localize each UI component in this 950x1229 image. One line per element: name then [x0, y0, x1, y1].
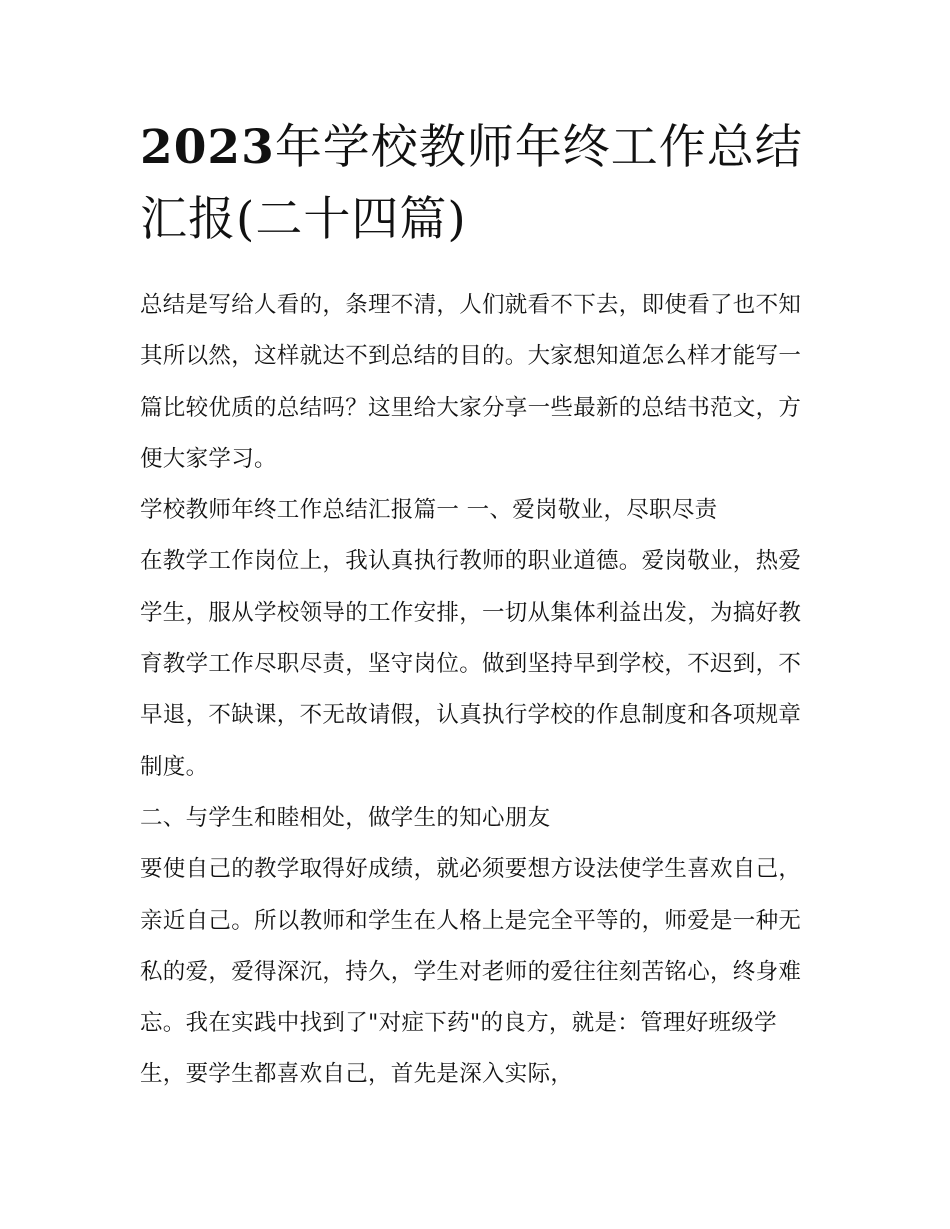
document-body	[140, 280, 820, 1101]
title-text: 年学校教师年终工作总结汇报(二十四篇)	[140, 120, 803, 247]
section-heading-1: 学校教师年终工作总结汇报篇一 一、爱岗敬业，尽职尽责	[140, 497, 718, 524]
paragraph-1: 在教学工作岗位上，我认真执行教师的职业道德。爱岗敬业，热爱学生，服从学校领导的工作安排，一切从集体利益出发，为搞好教育教学工作尽职尽责，坚守岗位。做到坚持早到学校，不迟到，不早退，不缺课，不无故请假，认真执行学校的作息制度和各项规章制度。	[140, 548, 802, 780]
section-heading-2: 二、与学生和睦相处，做学生的知心朋友	[140, 804, 551, 831]
paragraph-2: 要使自己的教学取得好成绩，就必须要想方设法使学生喜欢自己，亲近自己。所以教师和学生在人格上是完全平等的，师爱是一种无私的爱，爱得深沉，持久，学生对老师的爱往往刻苦铭心，终身难忘。我在实践中找到了"对症下药"的良方，就是：管理好班级学生，要学生都喜欢自己，首先是深入实际，	[140, 856, 802, 1088]
paragraph-intro: 总结是写给人看的，条理不清，人们就看不下去，即使看了也不知其所以然，这样就达不到总结的目的。大家想知道怎么样才能写一篇比较优质的总结吗？这里给大家分享一些最新的总结书范文，方便大家学习。	[140, 292, 802, 472]
title-year: 2023	[140, 120, 275, 175]
document-title	[140, 112, 830, 256]
